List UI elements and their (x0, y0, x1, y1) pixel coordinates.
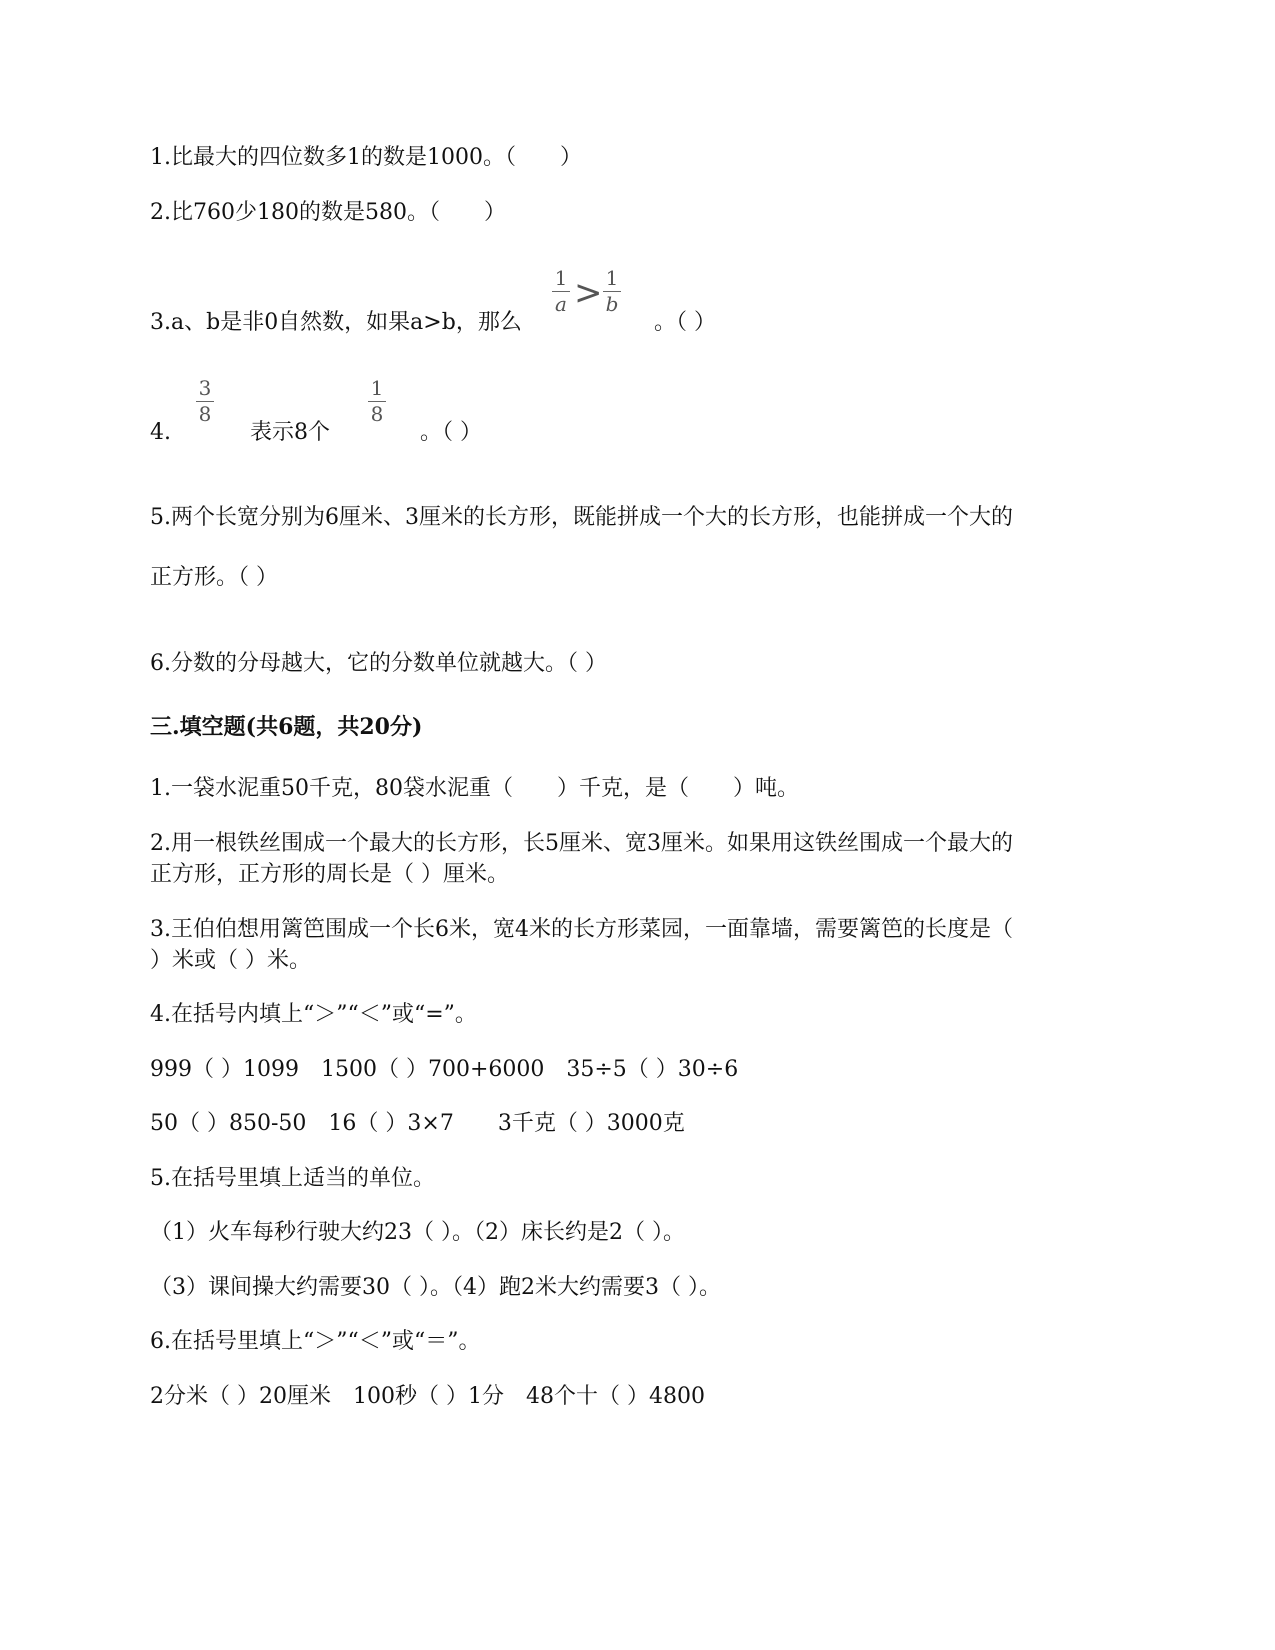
fill-question-3-line1: 3.王伯伯想用篱笆围成一个长6米，宽4米的长方形菜园，一面靠墙，需要篱笆的长度是（ (150, 917, 1013, 942)
judge-q4-answer: 。（ ） (420, 420, 482, 445)
fill-question-4-row2: 50（ ）850-50 16（ ）3×7 3千克（ ）3000克 (150, 1111, 685, 1136)
judge-question-1: 1.比最大的四位数多1的数是1000。（ ） (150, 145, 582, 170)
fraction-numerator: 1 (370, 376, 384, 400)
judge-q4-middle: 表示8个 (250, 420, 330, 445)
fraction-denominator: a (555, 292, 567, 316)
fraction-denominator: b (605, 292, 619, 316)
fill-question-1: 1.一袋水泥重50千克，80袋水泥重（ ）千克，是（ ）吨。 (150, 776, 799, 801)
fill-question-5-row1: （1）火车每秒行驶大约23（ ）。（2）床长约是2（ ）。 (150, 1220, 685, 1245)
fraction-three-eighths (196, 378, 214, 424)
judge-q4-prefix: 4. (150, 420, 171, 445)
fraction-one-eighth (368, 378, 386, 424)
fill-question-5-row2: （3）课间操大约需要30（ ）。（4）跑2米大约需要3（ ）。 (150, 1275, 721, 1300)
fill-question-3-line2: ）米或（ ）米。 (150, 948, 311, 973)
fraction-one-over-a (552, 268, 570, 314)
fraction-denominator: 8 (370, 402, 384, 426)
section-heading: 三.填空题(共6题，共20分) (150, 714, 423, 740)
fill-question-2-line1: 2.用一根铁丝围成一个最大的长方形，长5厘米、宽3厘米。如果用这铁丝围成一个最大的 (150, 831, 1013, 856)
fill-question-6-row1: 2分米（ ）20厘米 100秒（ ）1分 48个十（ ）4800 (150, 1384, 705, 1409)
judge-question-2: 2.比760少180的数是580。（ ） (150, 200, 506, 225)
fraction-one-over-b (603, 268, 621, 314)
fill-question-6: 6.在括号里填上“＞”“＜”或“＝”。 (150, 1329, 481, 1354)
fill-question-4-row1: 999（ ）1099 1500（ ）700+6000 35÷5（ ）30÷6 (150, 1057, 739, 1082)
judge-q3-answer: 。（ ） (654, 310, 716, 335)
judge-question-5-line1: 5.两个长宽分别为6厘米、3厘米的长方形，既能拼成一个大的长方形，也能拼成一个大的 (150, 505, 1013, 530)
fraction-numerator: 3 (198, 376, 212, 400)
greater-than-sign: > (574, 273, 603, 313)
fraction-numerator: 1 (554, 266, 568, 290)
judge-question-5-line2: 正方形。（ ） (150, 565, 278, 590)
fill-question-2-line2: 正方形，正方形的周长是（ ）厘米。 (150, 862, 509, 887)
judge-q3-text: 3.a、b是非0自然数，如果a>b，那么 (150, 310, 522, 335)
fill-question-5: 5.在括号里填上适当的单位。 (150, 1166, 435, 1191)
judge-question-6: 6.分数的分母越大，它的分数单位就越大。（ ） (150, 651, 607, 676)
fraction-denominator: 8 (198, 402, 212, 426)
fraction-numerator: 1 (605, 266, 619, 290)
fill-question-4: 4.在括号内填上“＞”“＜”或“=”。 (150, 1002, 477, 1027)
